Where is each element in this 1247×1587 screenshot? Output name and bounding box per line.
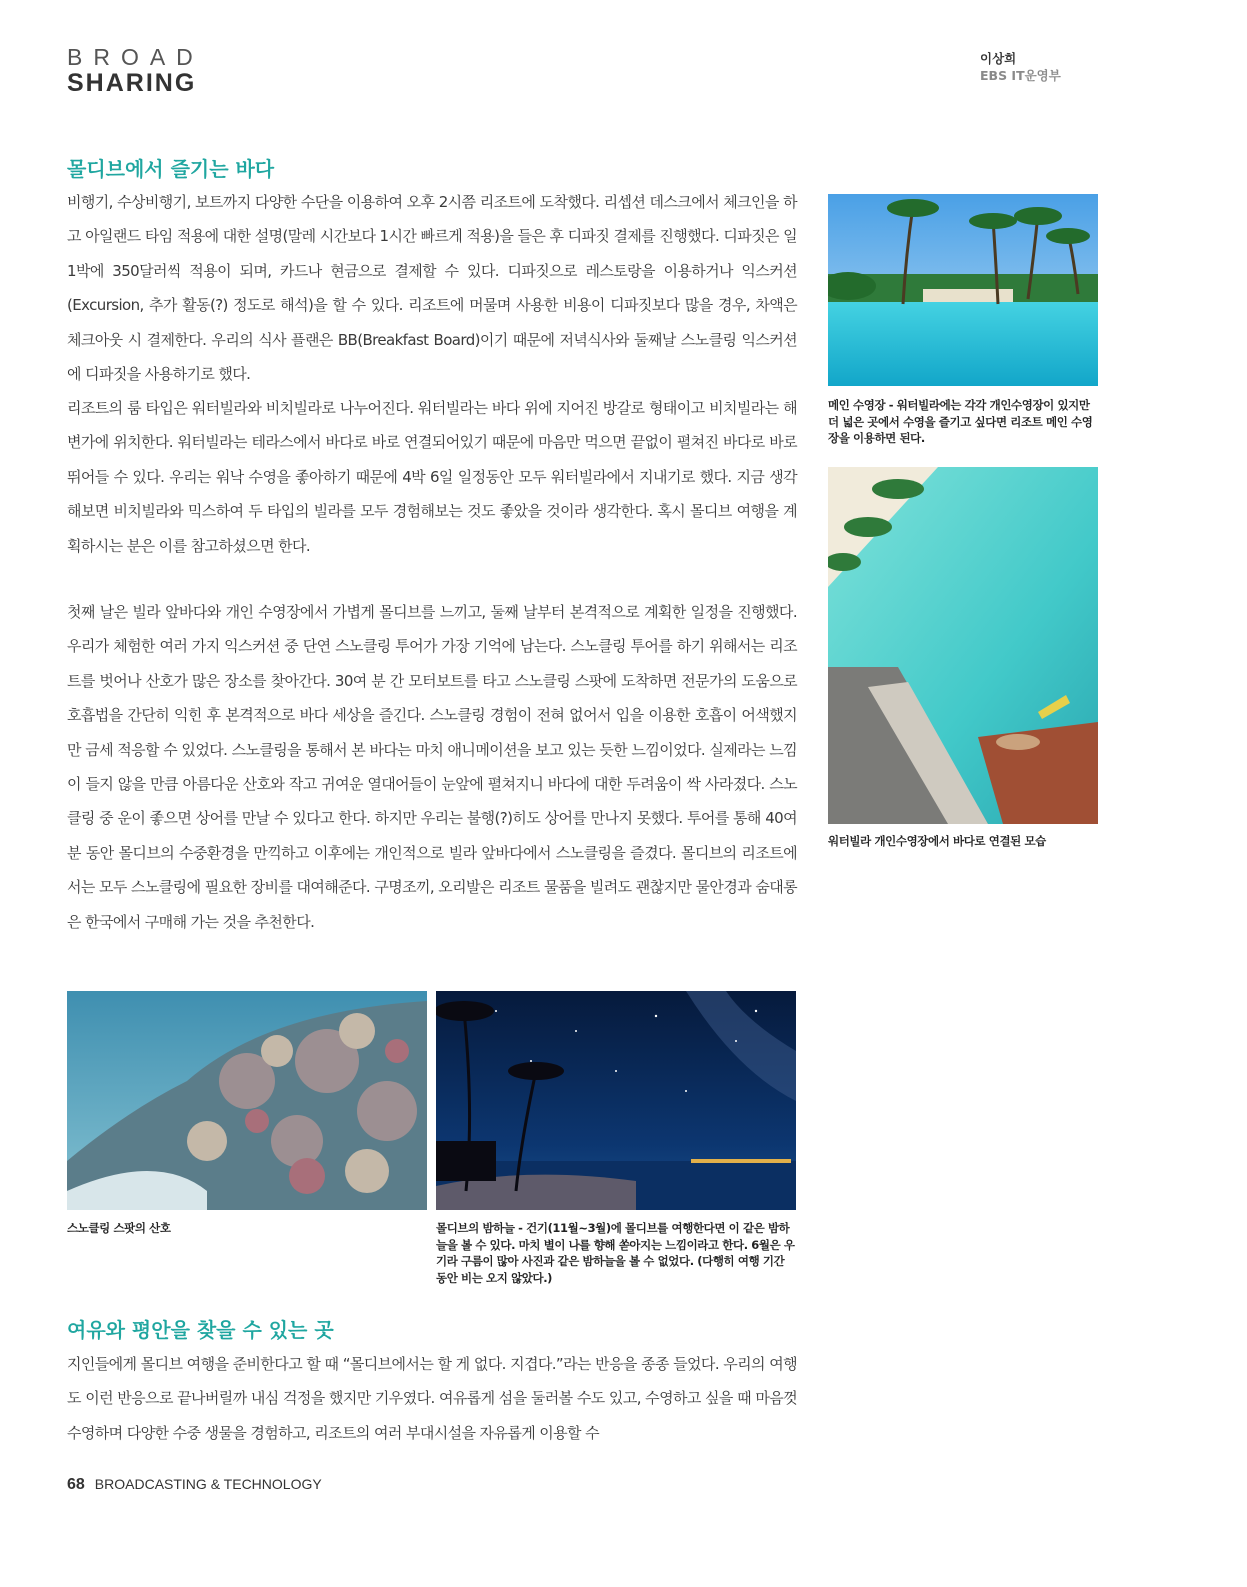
page-footer xyxy=(67,1476,322,1494)
pool-photo xyxy=(828,194,1098,386)
body-paragraph-4: 지인들에게 몰디브 여행을 준비한다고 할 때 “몰디브에서는 할 게 없다. 지겹다.”라는 반응을 종종 들었다. 우리의 여행도 이런 반응으로 끝나버릴까 내심 걱정을 했지만 기우였다. 여유롭게 섬을 둘러볼 수도 있고, 수영하고 싶을 때 마음껏 수영하며 다양한 수중 생물을 경험하고, 리조트의 여러 부대시설을 자유롭게 이용할 수 xyxy=(67,1355,797,1442)
coral-photo xyxy=(67,991,427,1210)
author-block xyxy=(980,50,1061,84)
page-number: 68 xyxy=(67,1476,85,1493)
body-paragraph-1: 비행기, 수상비행기, 보트까지 다양한 수단을 이용하여 오후 2시쯤 리조트에 도착했다. 리셉션 데스크에서 체크인을 하고 아일랜드 타임 적용에 대한 설명(말레 시간보다 1시간 빠르게 적용)을 들은 후 디파짓 결제를 진행했다. 디파짓은 일 1박에 350달러씩 적용이 되며, 카드나 현금으로 결제할 수 있다. 디파짓으로 레스토랑을 이용하거나 익스커션(Excursion, 추가 활동(?) 정도로 해석)을 할 수 있다. 리조트에 머물며 사용한 비용이 디파짓보다 많을 경우, 차액은 체크아웃 시 결제한다. 우리의 식사 플랜은 BB(Breakfast Board)이기 때문에 저녁식사와 둘째날 스노클링 익스커션에 디파짓을 사용하기로 했다. xyxy=(67,193,797,384)
section-heading-peace: 여유와 평안을 찾을 수 있는 곳 xyxy=(67,1318,334,1342)
coral-caption: 스노클링 스팟의 산호 xyxy=(67,1221,171,1235)
villa-caption: 워터빌라 개인수영장에서 바다로 연결된 모습 xyxy=(828,834,1046,848)
magazine-name: BROADCASTING & TECHNOLOGY xyxy=(94,1476,322,1492)
brand-top: BROAD xyxy=(67,44,204,70)
section-heading-sea: 몰디브에서 즐기는 바다 xyxy=(67,157,275,181)
villa-photo xyxy=(828,467,1098,824)
body-paragraph-2: 리조트의 룸 타입은 워터빌라와 비치빌라로 나누어진다. 워터빌라는 바다 위에 지어진 방갈로 형태이고 비치빌라는 해변가에 위치한다. 워터빌라는 테라스에서 바다로 바로 연결되어있기 때문에 마음만 먹으면 끝없이 펼쳐진 바다로 바로 뛰어들 수 있다. 우리는 워낙 수영을 좋아하기 때문에 4박 6일 일정동안 모두 워터빌라에서 지내기로 했다. 지금 생각해보면 비치빌라와 믹스하여 두 타입의 빌라를 모두 경험해보는 것도 좋았을 것이라 생각한다. 혹시 몰디브 여행을 계획하시는 분은 이를 참고하셨으면 한다. xyxy=(67,399,798,555)
body-paragraph-3: 첫째 날은 빌라 앞바다와 개인 수영장에서 가볍게 몰디브를 느끼고, 둘째 날부터 본격적으로 계획한 일정을 진행했다. 우리가 체험한 여러 가지 익스커션 중 단연 스노클링 투어가 가장 기억에 남는다. 스노클링 투어를 하기 위해서는 리조트를 벗어나 산호가 많은 장소를 찾아간다. 30여 분 간 모터보트를 타고 스노클링 스팟에 도착하면 전문가의 도움으로 호흡법을 간단히 익힌 후 본격적으로 바다 세상을 즐긴다. 스노클링 경험이 전혀 없어서 입을 이용한 호흡이 어색했지만 금세 적응할 수 있었다. 스노클링을 통해서 본 바다는 마치 애니메이션을 보고 있는 듯한 느낌이었다. 실제라는 느낌이 들지 않을 만큼 아름다운 산호와 작고 귀여운 열대어들이 눈앞에 펼쳐지니 바다에 대한 두려움이 싹 사라졌다. 스노클링 중 운이 좋으면 상어를 만날 수 있다고 한다. 하지만 우리는 불행(?)히도 상어를 만나지 못했다. 투어를 통해 40여 분 동안 몰디브의 수중환경을 만끽하고 이후에는 개인적으로 빌라 앞바다에서 스노클링을 즐겼다. 몰디브의 리조트에서는 모두 스노클링에 필요한 장비를 대여해준다. 구명조끼, 오리발은 리조트 물품을 빌려도 괜찮지만 물안경과 숨대롱은 한국에서 구매해 가는 것을 추천한다. xyxy=(67,603,797,931)
night-sky-caption: 몰디브의 밤하늘 - 건기(11월~3월)에 몰디브를 여행한다면 이 같은 밤하늘을 볼 수 있다. 마치 별이 나를 향해 쏟아지는 느낌이라고 한다. 6월은 우기라 구름이 많아 사진과 같은 밤하늘을 볼 수 없었다. (다행히 여행 기간 동안 비는 오지 않았다.) xyxy=(436,1221,795,1285)
author-dept: EBS IT운영부 xyxy=(980,68,1061,83)
brand-logo xyxy=(67,46,204,96)
night-sky-photo xyxy=(436,991,796,1210)
brand-bottom: SHARING xyxy=(67,69,197,97)
pool-caption: 메인 수영장 - 워터빌라에는 각각 개인수영장이 있지만 더 넓은 곳에서 수영을 즐기고 싶다면 리조트 메인 수영장을 이용하면 된다. xyxy=(828,398,1093,445)
author-name: 이상희 xyxy=(980,51,1017,66)
